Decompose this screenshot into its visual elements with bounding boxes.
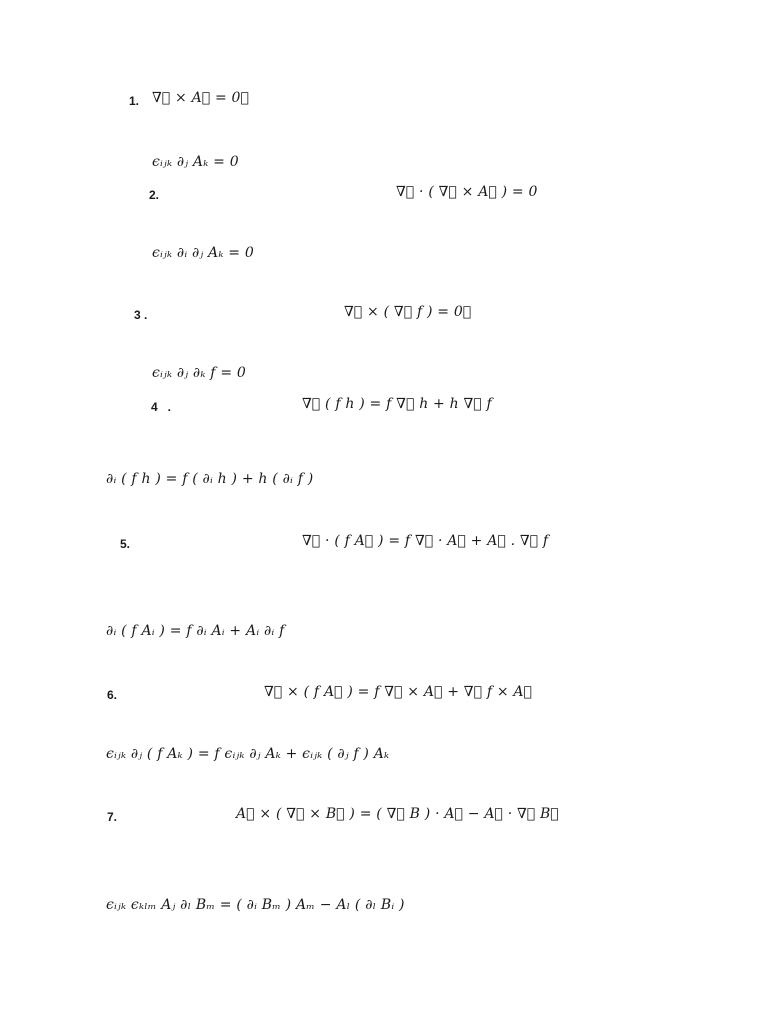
item-7-number: 7. <box>107 810 118 824</box>
item-5-index-notation: ∂ᵢ ( f Aᵢ ) = f ∂ᵢ Aᵢ + Aᵢ ∂ᵢ f <box>106 623 285 639</box>
item-4-vector-identity: ∇⃗ ( f h ) = f ∇⃗ h + h ∇⃗ f <box>302 396 492 412</box>
item-2-number: 2. <box>149 188 160 202</box>
item-2-index-notation: ϵᵢⱼₖ ∂ᵢ ∂ⱼ Aₖ = 0 <box>152 245 254 261</box>
item-1-number: 1. <box>129 94 140 108</box>
item-4-number: 4 . <box>151 400 172 414</box>
item-6-number: 6. <box>107 688 118 702</box>
item-3-vector-identity: ∇⃗ × ( ∇⃗ f ) = 0⃗ <box>344 304 472 320</box>
item-7-index-notation: ϵᵢⱼₖ ϵₖₗₘ Aⱼ ∂ₗ Bₘ = ( ∂ᵢ Bₘ ) Aₘ − Aₗ ( ∂ₗ Bᵢ ) <box>106 897 405 913</box>
item-6-vector-identity: ∇⃗ × ( f A⃗ ) = f ∇⃗ × A⃗ + ∇⃗ f × A⃗ <box>264 684 533 700</box>
item-4-index-notation: ∂ᵢ ( f h ) = f ( ∂ᵢ h ) + h ( ∂ᵢ f ) <box>106 471 314 487</box>
item-7-vector-identity: A⃗ × ( ∇⃗ × B⃗ ) = ( ∇⃗ B ) · A⃗ − A⃗ · ∇⃗ B⃗ <box>236 806 559 822</box>
item-3-index-notation: ϵᵢⱼₖ ∂ⱼ ∂ₖ f = 0 <box>152 365 247 381</box>
item-5-number: 5. <box>120 537 131 551</box>
item-2-vector-identity: ∇⃗ · ( ∇⃗ × A⃗ ) = 0 <box>396 184 538 200</box>
item-5-vector-identity: ∇⃗ · ( f A⃗ ) = f ∇⃗ · A⃗ + A⃗ . ∇⃗ f <box>302 533 549 549</box>
item-1-index-notation: ϵᵢⱼₖ ∂ⱼ Aₖ = 0 <box>152 154 239 170</box>
item-6-index-notation: ϵᵢⱼₖ ∂ⱼ ( f Aₖ ) = f ϵᵢⱼₖ ∂ⱼ Aₖ + ϵᵢⱼₖ ( ∂ⱼ f ) Aₖ <box>106 746 390 762</box>
item-1-vector-identity: ∇⃗ × A⃗ = 0⃗ <box>152 90 250 106</box>
item-3-number: 3 . <box>134 308 148 322</box>
